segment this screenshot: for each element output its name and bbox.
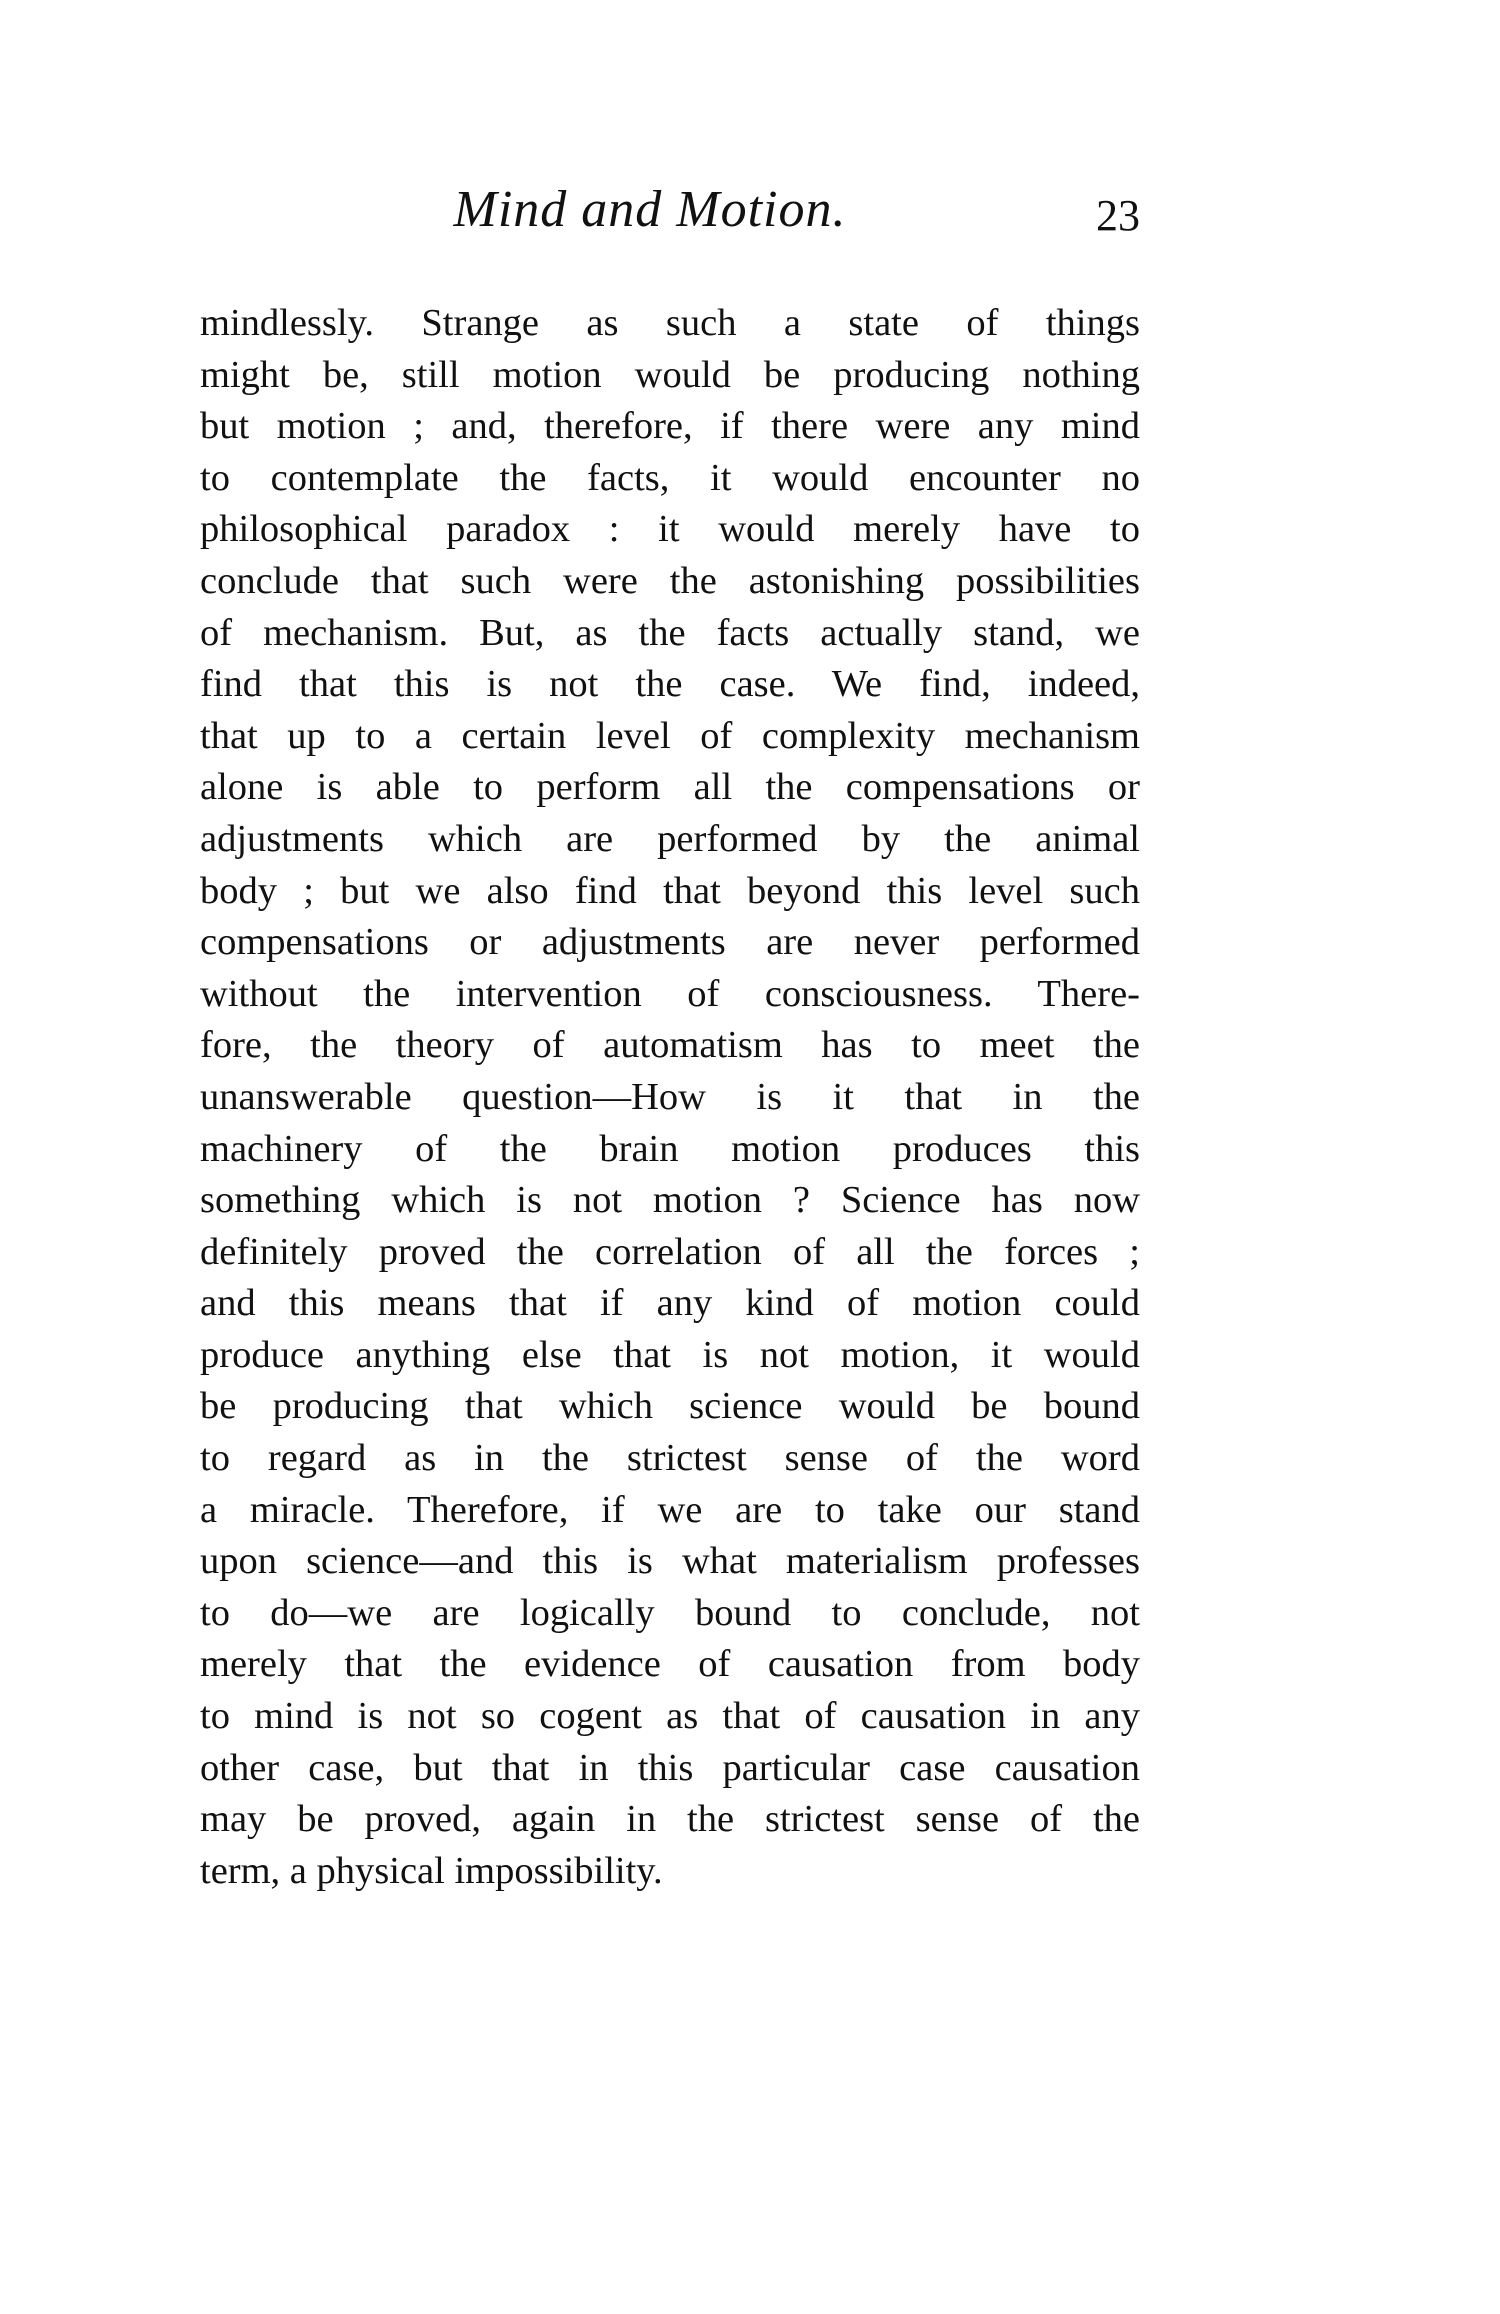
text-line: find that this is not the case. We find, indeed,: [200, 663, 1140, 706]
text-line: but motion ; and, therefore, if there were any mind: [200, 405, 1140, 448]
text-line: definitely proved the correlation of all the forces ;: [200, 1230, 1140, 1273]
text-line: be producing that which science would be bound: [200, 1385, 1140, 1428]
text-line: adjustments which are performed by the animal: [200, 817, 1140, 860]
running-head: [200, 180, 1140, 240]
text-line: upon science—and this is what materialism professes: [200, 1540, 1140, 1583]
text-line: to contemplate the facts, it would encounter no: [200, 456, 1140, 499]
text-line: body ; but we also find that beyond this level such: [200, 869, 1140, 912]
text-line: without the intervention of consciousness. There-: [200, 972, 1140, 1015]
text-line: that up to a certain level of complexity mechanism: [200, 714, 1140, 757]
text-line: philosophical paradox : it would merely have to: [200, 508, 1140, 551]
text-line: fore, the theory of automatism has to meet the: [200, 1024, 1140, 1067]
text-line: of mechanism. But, as the facts actually stand, we: [200, 611, 1140, 654]
text-line: unanswerable question—How is it that in the: [200, 1075, 1140, 1118]
text-line: compensations or adjustments are never performed: [200, 921, 1140, 964]
text-line: to regard as in the strictest sense of the word: [200, 1437, 1140, 1480]
body-paragraph: [200, 298, 1140, 1897]
text-line: something which is not motion ? Science has now: [200, 1179, 1140, 1222]
text-line: might be, still motion would be producing nothing: [200, 353, 1140, 396]
text-line: conclude that such were the astonishing possibilities: [200, 559, 1140, 602]
text-line: merely that the evidence of causation from body: [200, 1643, 1140, 1686]
running-title: Mind and Motion.: [453, 181, 847, 238]
page-number: 23: [1096, 191, 1140, 240]
text-line: may be proved, again in the strictest sense of the: [200, 1798, 1140, 1841]
text-line: a miracle. Therefore, if we are to take our stand: [200, 1488, 1140, 1531]
text-line: to do—we are logically bound to conclude, not: [200, 1591, 1140, 1634]
text-line: alone is able to perform all the compensations or: [200, 766, 1140, 809]
text-line: produce anything else that is not motion, it would: [200, 1333, 1140, 1376]
text-line: mindlessly. Strange as such a state of things: [200, 302, 1140, 344]
text-line-last: term, a physical impossibility.: [200, 1849, 663, 1892]
text-line: and this means that if any kind of motion could: [200, 1282, 1140, 1325]
text-line: to mind is not so cogent as that of causation in any: [200, 1695, 1140, 1738]
text-line: machinery of the brain motion produces this: [200, 1127, 1140, 1170]
text-line: other case, but that in this particular case causation: [200, 1746, 1140, 1789]
